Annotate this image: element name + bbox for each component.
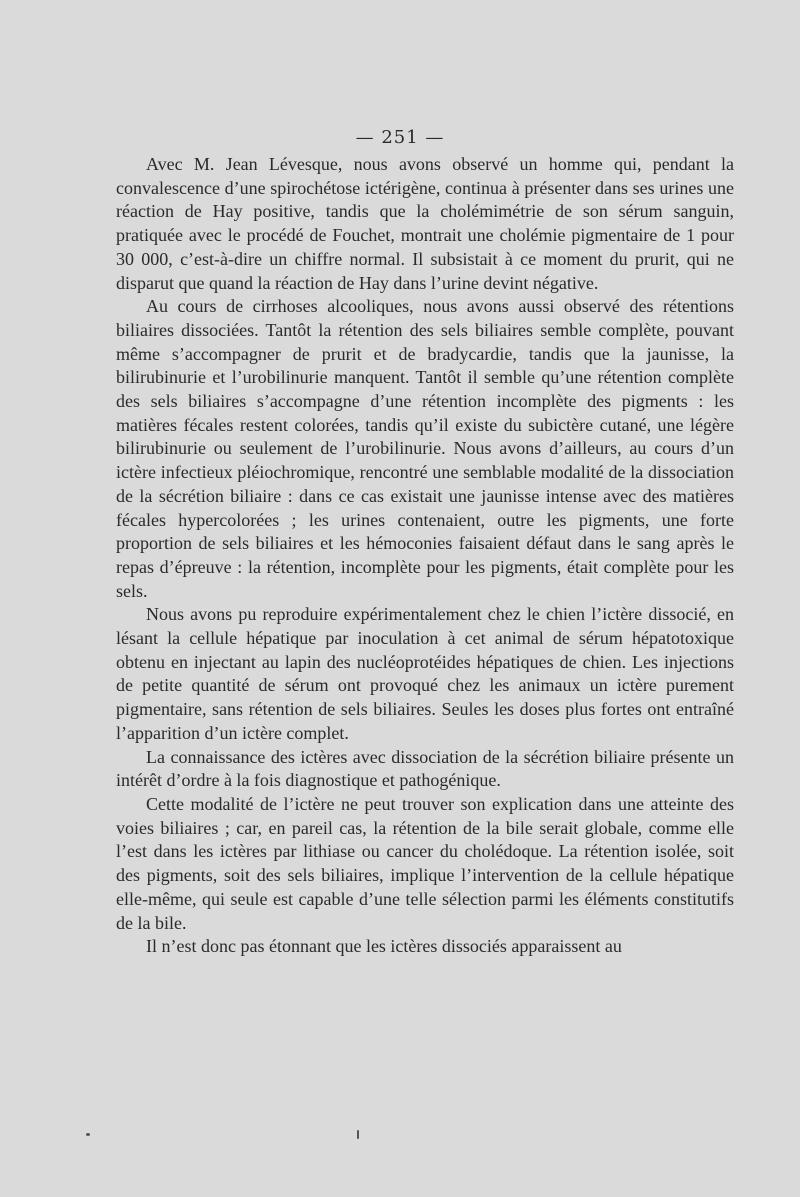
paragraph-3: Nous avons pu reproduire expérimentalement chez le chien l’ictère dissocié, en lésant la cellule hépatique par inoculation à cet animal de sérum hépatotoxique obtenu en injectant au lapin des nucléoprotéides hépatiques de chien. Les injections de petite quantité de sérum ont provoqué chez les animaux un ictère purement pigmentaire, sans rétention de sels biliaires. Seules les doses plus fortes ont entraîné l’apparition d’un ictère complet. — [116, 604, 734, 743]
paragraph-5: Cette modalité de l’ictère ne peut trouver son explication dans une atteinte des voies biliaires ; car, en pareil cas, la rétention de la bile serait globale, comme elle l’est dans les ictères par lithiase ou cancer du cholédoque. La rétention isolée, soit des pigments, soit des sels biliaires, implique l’intervention de la cellule hépatique elle-même, qui seule est capable d’une telle sélection parmi les éléments constitutifs de la bile. — [116, 793, 734, 933]
body-text — [116, 153, 734, 959]
paper-speck — [357, 1130, 359, 1139]
paragraph-1: Avec M. Jean Lévesque, nous avons observé un homme qui, pendant la convalescence d’une spirochétose ictérigène, continua à présenter dans ses urines une réaction de Hay positive, tandis que la cholémimétrie de son sérum sanguin, pratiquée avec le procédé de Fouchet, montrait une cholémie pigmentaire de 1 pour 30 000, c’est-à-dire un chiffre normal. Il subsistait à ce moment du prurit, qui ne disparut que quand la réaction de Hay dans l’urine devint négative. — [116, 154, 734, 293]
paragraph-2: Au cours de cirrhoses alcooliques, nous avons aussi observé des rétentions biliaires dissociées. Tantôt la rétention des sels biliaires semble complète, pouvant même s’accompagner de prurit et de bradycardie, tandis que la jaunisse, la bilirubinurie et l’urobilinurie manquent. Tantôt il semble qu’une rétention complète des sels biliaires s’accompagne d’une rétention incomplète des pigments : les matières fécales restent colorées, tandis qu’il existe du subictère cutané, une légère bilirubinurie ou seulement de l’urobilinurie. Nous avons d’ailleurs, au cours d’un ictère infectieux pléiochromique, rencontré une semblable modalité de la dissociation de la sécrétion biliaire : dans ce cas existait une jaunisse intense avec des matières fécales hypercolorées ; les urines contenaient, outre les pigments, une forte proportion de sels biliaires et les hémoconies faisaient défaut dans le sang après le repas d’épreuve : la rétention, incomplète pour les pigments, était complète pour les sels. — [116, 296, 734, 601]
page-number: — 251 — — [355, 127, 445, 148]
paper-speck — [86, 1133, 90, 1136]
paragraph-4: La connaissance des ictères avec dissociation de la sécrétion biliaire présente un intérêt d’ordre à la fois diagnostique et pathogénique. — [116, 746, 734, 791]
paragraph-6: Il n’est donc pas étonnant que les ictères dissociés apparaissent au — [146, 936, 622, 957]
